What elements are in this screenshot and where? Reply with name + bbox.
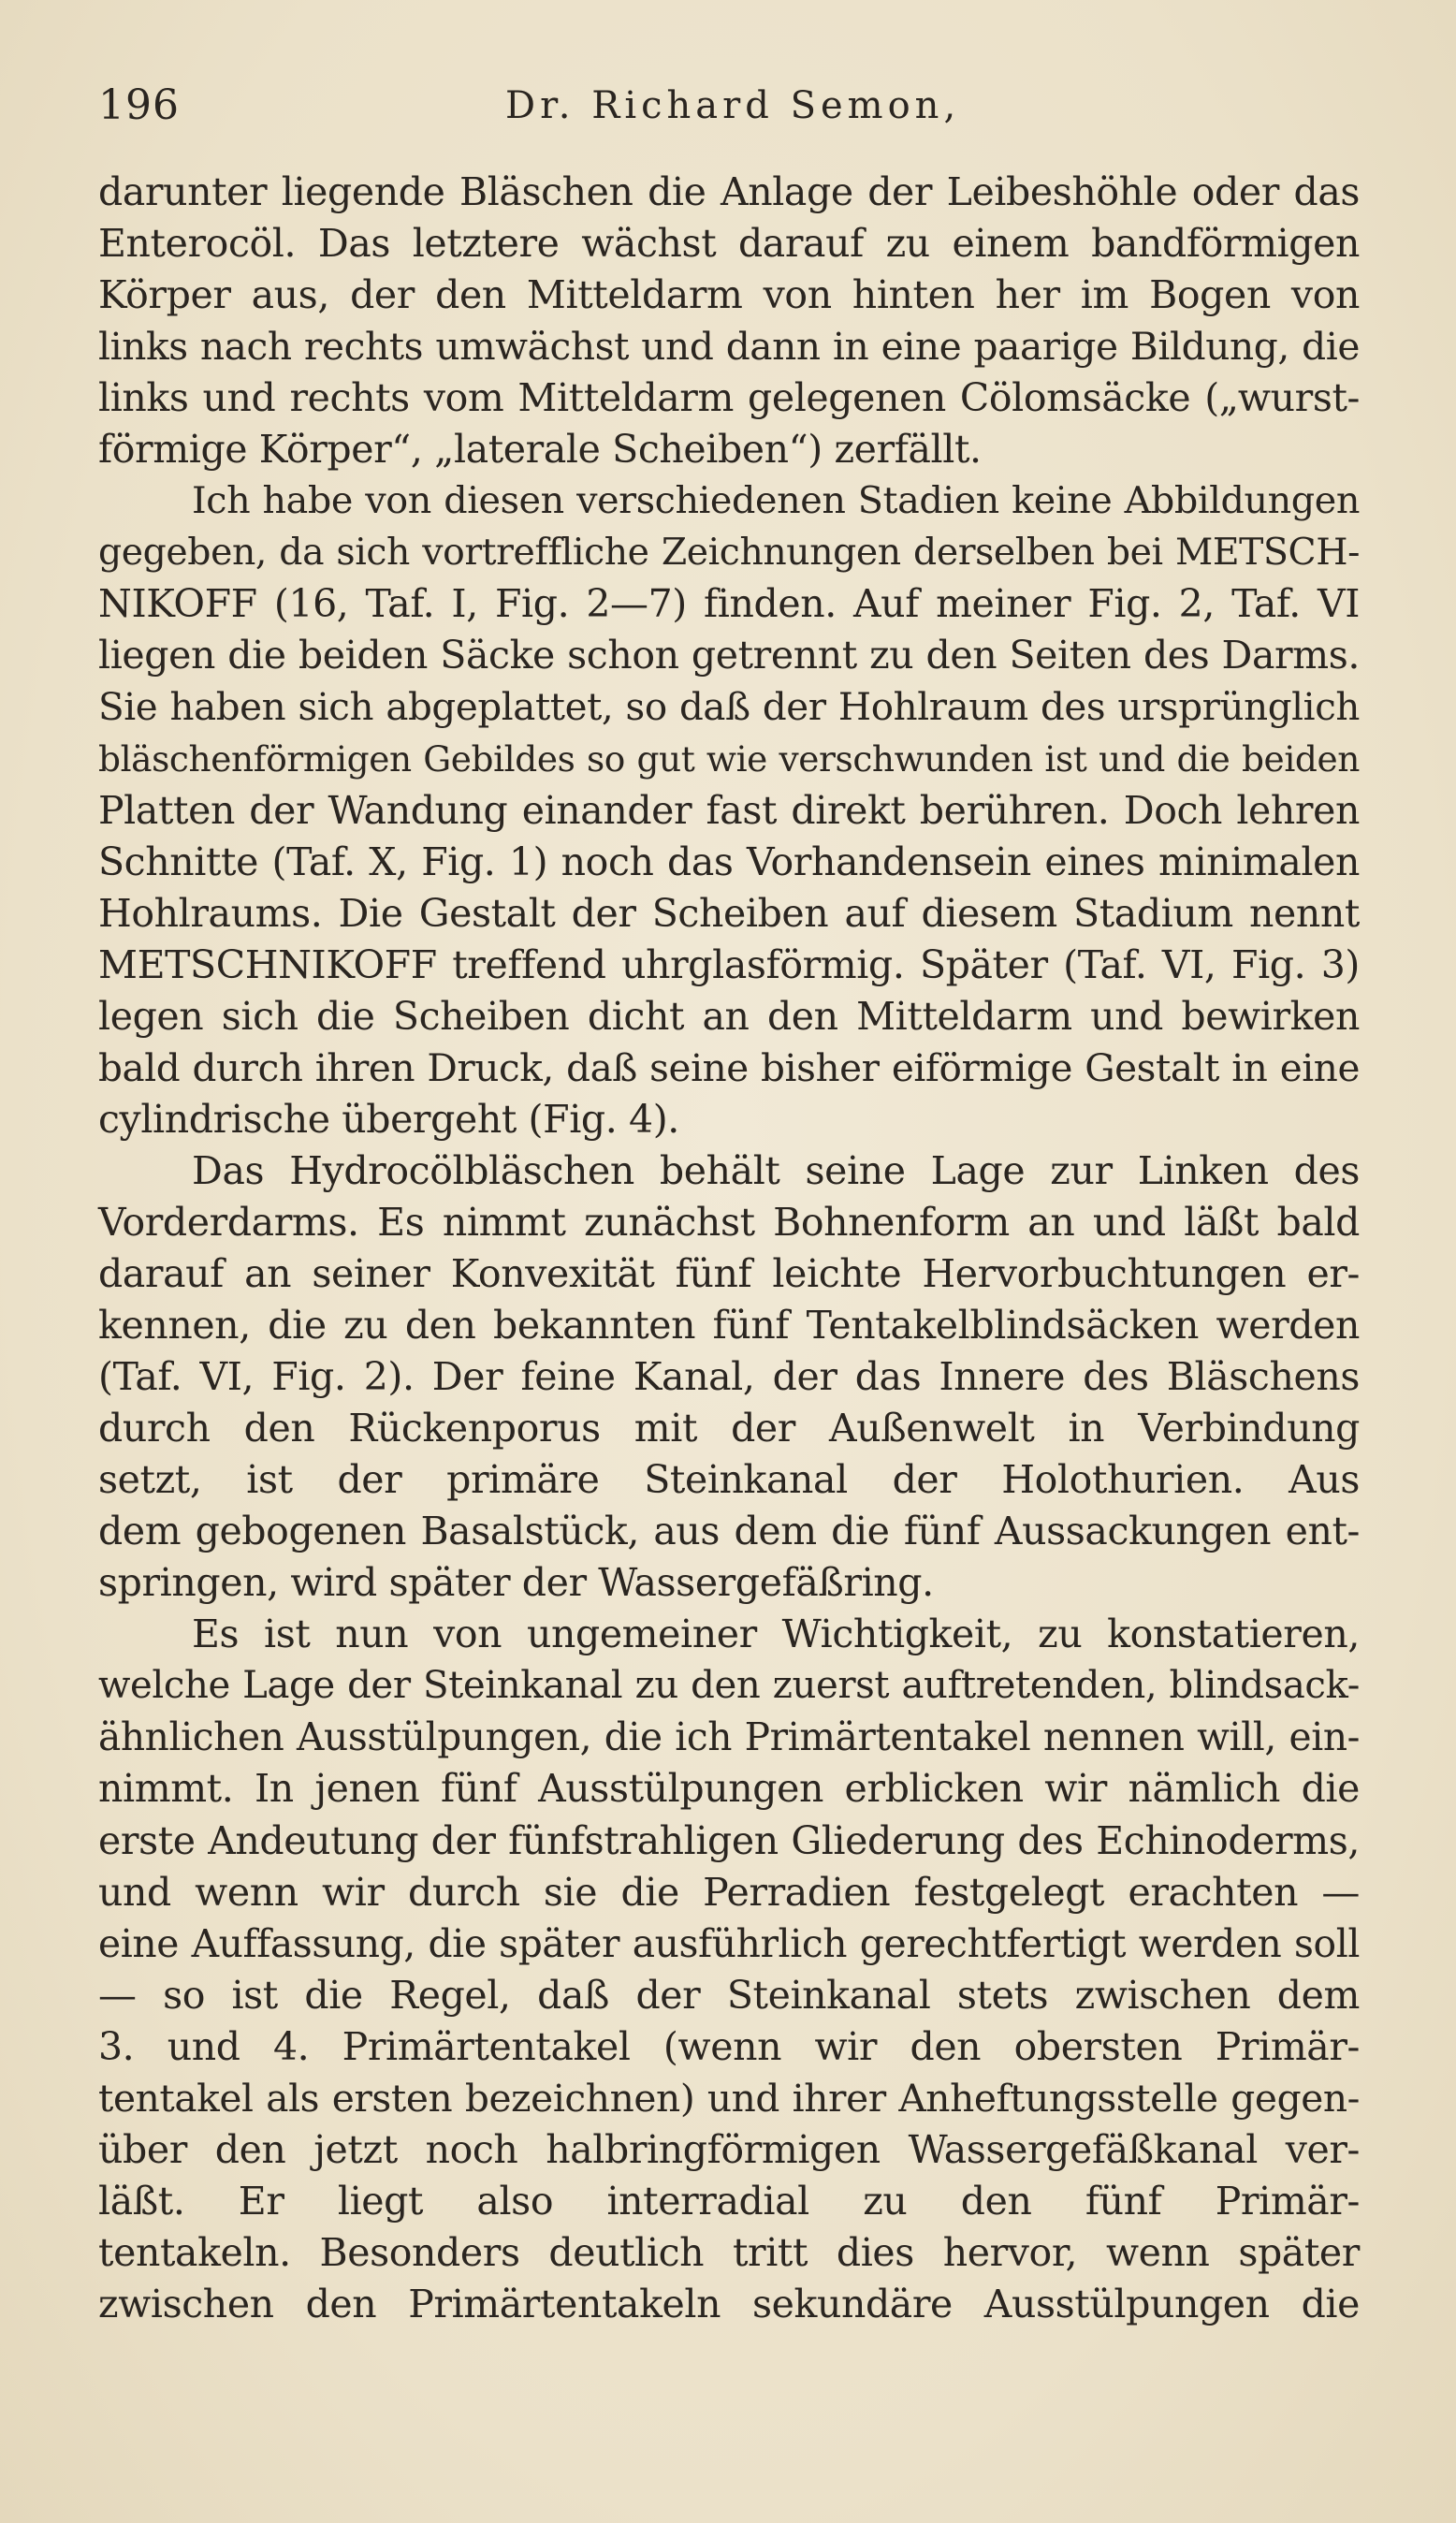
text-line: 3. und 4. Primärtentakel (wenn wir den obersten Primär- — [98, 2023, 1360, 2069]
text-line: bläschenförmigen Gebildes so gut wie verschwunden ist und die beiden — [98, 737, 1360, 780]
text-line: durch den Rückenporus mit der Außenwelt in Verbindung — [98, 1406, 1360, 1451]
text-line: legen sich die Scheiben dicht an den Mitteldarm und bewirken — [98, 993, 1360, 1039]
body-text — [98, 167, 1360, 2330]
text-line: — so ist die Regel, daß der Steinkanal stets zwischen dem — [98, 1972, 1360, 2018]
text-line: springen, wird später der Wassergefäßring. — [98, 1560, 934, 1606]
text-line: erste Andeutung der fünfstrahligen Gliederung des Echinoderms, — [98, 1817, 1360, 1863]
text-line: METSCHNIKOFF treffend uhrglasförmig. Später (Taf. VI, Fig. 3) — [98, 941, 1360, 987]
text-line: nimmt. In jenen fünf Ausstülpungen erblicken wir nämlich die — [98, 1766, 1360, 1812]
text-line: bald durch ihren Druck, daß seine bisher eiförmige Gestalt in eine — [98, 1044, 1360, 1090]
text-line: und wenn wir durch sie die Perradien festgelegt erachten — — [98, 1869, 1360, 1915]
text-line: Enterocöl. Das letztere wächst darauf zu einem bandförmigen — [98, 221, 1360, 267]
page-header — [98, 73, 1360, 139]
text-line: NIKOFF (16, Taf. I, Fig. 2—7) finden. Auf meiner Fig. 2, Taf. VI — [98, 581, 1360, 627]
text-line: welche Lage der Steinkanal zu den zuerst auftretenden, blindsack- — [98, 1664, 1360, 1708]
text-line: links und rechts vom Mitteldarm gelegenen Cölomsäcke („wurst- — [98, 375, 1360, 421]
text-line: Körper aus, der den Mitteldarm von hinten her im Bogen von — [98, 272, 1360, 318]
text-line: Hohlraums. Die Gestalt der Scheiben auf diesem Stadium nennt — [98, 890, 1360, 936]
page-number: 196 — [98, 81, 180, 129]
paragraph-start-line: Es ist nun von ungemeiner Wichtigkeit, zu konstatieren, — [192, 1612, 1360, 1657]
text-line: setzt, ist der primäre Steinkanal der Holothurien. Aus — [98, 1457, 1360, 1503]
text-line: tentakeln. Besonders deutlich tritt dies hervor, wenn später — [98, 2229, 1360, 2275]
text-line: ähnlichen Ausstülpungen, die ich Primärtentakel nennen will, ein- — [98, 1714, 1360, 1760]
text-line: tentakel als ersten bezeichnen) und ihrer Anheftungsstelle gegen- — [98, 2075, 1360, 2121]
text-line: darauf an seiner Konvexität fünf leichte Hervorbuchtungen er- — [98, 1250, 1360, 1296]
text-line: kennen, die zu den bekannten fünf Tentakelblindsäcken werden — [98, 1303, 1360, 1349]
text-line: gegeben, da sich vortreffliche Zeichnungen derselben bei METSCH- — [98, 531, 1360, 575]
text-line: Schnitte (Taf. X, Fig. 1) noch das Vorhandensein eines minimalen — [98, 839, 1360, 884]
text-line: links nach rechts umwächst und dann in eine paarige Bildung, die — [98, 324, 1360, 370]
text-line: Vorderdarms. Es nimmt zunächst Bohnenform an und läßt bald — [98, 1199, 1360, 1245]
text-line: (Taf. VI, Fig. 2). Der feine Kanal, der das Innere des Bläschens — [98, 1354, 1360, 1400]
text-line: cylindrische übergeht (Fig. 4). — [98, 1096, 679, 1142]
text-line: zwischen den Primärtentakeln sekundäre Ausstülpungen die — [98, 2281, 1360, 2326]
text-line: darunter liegende Bläschen die Anlage der Leibeshöhle oder das — [98, 169, 1360, 214]
text-line: förmige Körper“, „laterale Scheiben“) zerfällt. — [98, 427, 982, 473]
text-line: Sie haben sich abgeplattet, so daß der Hohlraum des ursprünglich — [98, 685, 1360, 730]
running-head: Dr. Richard Semon, — [505, 84, 961, 127]
text-line: liegen die beiden Säcke schon getrennt zu den Seiten des Darms. — [98, 633, 1360, 678]
text-line: über den jetzt noch halbringförmigen Wassergefäßkanal ver- — [98, 2126, 1360, 2172]
paragraph-start-line: Ich habe von diesen verschiedenen Stadien keine Abbildungen — [192, 479, 1360, 523]
text-line: eine Auffassung, die später ausführlich gerechtfertigt werden soll — [98, 1920, 1360, 1966]
text-line: dem gebogenen Basalstück, aus dem die fünf Aussackungen ent- — [98, 1509, 1360, 1554]
paragraph-start-line: Das Hydrocölbläschen behält seine Lage zur Linken des — [192, 1147, 1360, 1193]
text-line: Platten der Wandung einander fast direkt berühren. Doch lehren — [98, 787, 1360, 833]
text-line: läßt. Er liegt also interradial zu den fünf Primär- — [98, 2178, 1360, 2224]
